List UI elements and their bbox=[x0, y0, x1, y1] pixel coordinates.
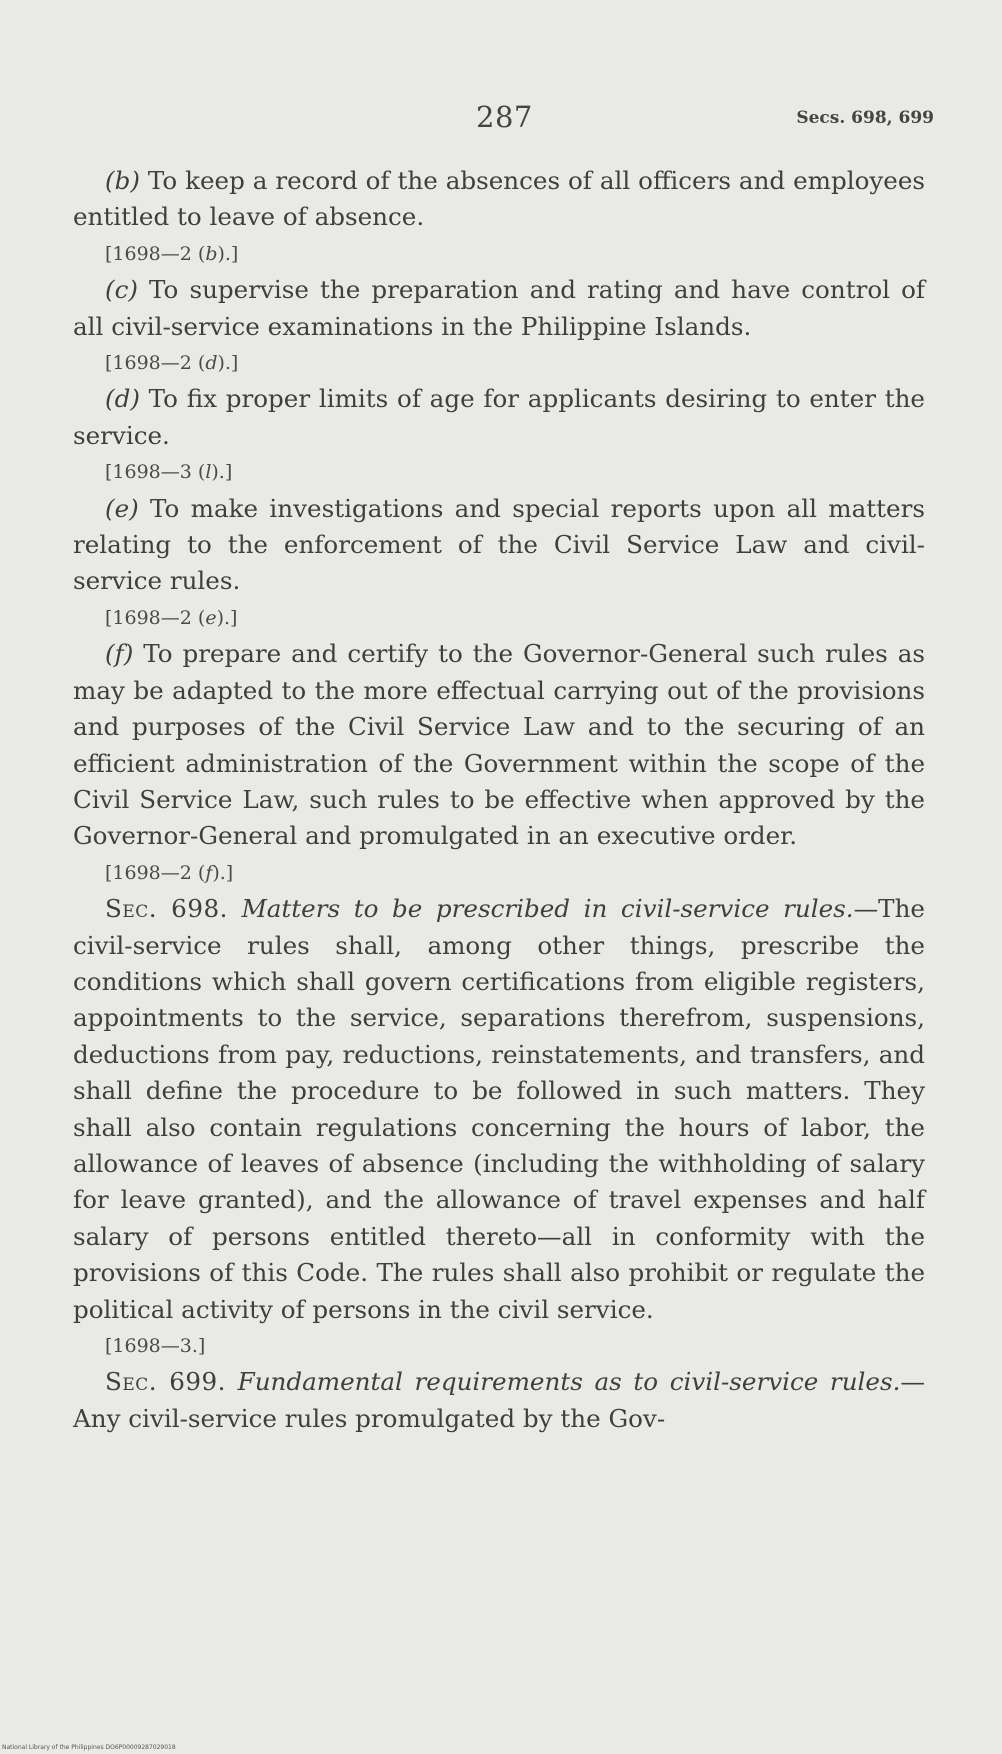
clause-label: (d) bbox=[105, 384, 140, 414]
section-698 bbox=[73, 891, 925, 1328]
paragraph-d bbox=[73, 381, 925, 454]
paragraph-e bbox=[73, 491, 925, 600]
section-title: Matters to be prescribed in civil-service rules. bbox=[241, 894, 854, 924]
citation-clause: l bbox=[205, 461, 212, 484]
paragraph-b bbox=[73, 163, 925, 236]
paragraph-f bbox=[73, 636, 925, 854]
citation-clause: e bbox=[205, 606, 217, 629]
citation-suffix: ).] bbox=[217, 352, 239, 375]
clause-text: To supervise the preparation and rating and have control of all civil-service examinations in the Philippine Islands. bbox=[73, 275, 925, 341]
citation-clause: f bbox=[205, 861, 213, 884]
citation-text: [1698—3.] bbox=[105, 1335, 206, 1357]
citation-suffix: ).] bbox=[217, 242, 239, 265]
citation-prefix: [1698—2 ( bbox=[105, 242, 206, 265]
citation bbox=[73, 600, 925, 636]
citation bbox=[73, 345, 925, 381]
section-699 bbox=[73, 1364, 925, 1437]
citation-suffix: ).] bbox=[216, 606, 238, 629]
section-reference: Secs. 698, 699 bbox=[796, 108, 934, 128]
clause-label: (e) bbox=[105, 493, 139, 523]
citation-suffix: ).] bbox=[212, 861, 234, 884]
clause-text: To fix proper limits of age for applicants desiring to enter the service. bbox=[73, 384, 925, 450]
clause-text: To prepare and certify to the Governor-General such rules as may be adapted to the more effectual carrying out of the provisions and purposes of the Civil Service Law and to the securing of an efficient administration of the Government within the scope of the Civil Service Law, such rules to be effective when approved by the Governor-General and promulgated in an executive order. bbox=[73, 639, 925, 851]
clause-text: To keep a record of the absences of all officers and employees entitled to leave of absence. bbox=[73, 166, 925, 232]
clause-text: To make investigations and special reports upon all matters relating to the enforcement of the Civil Service Law and civil-service rules. bbox=[73, 493, 925, 596]
section-title: Fundamental requirements as to civil-service rules. bbox=[237, 1367, 901, 1397]
page-header bbox=[0, 100, 1002, 140]
citation-prefix: [1698—2 ( bbox=[105, 352, 206, 375]
page-body bbox=[73, 163, 925, 1437]
clause-label: (b) bbox=[105, 166, 140, 195]
section-number: Sec. 698. bbox=[105, 894, 228, 924]
page-number: 287 bbox=[476, 100, 533, 134]
citation bbox=[73, 855, 925, 891]
section-number: Sec. 699. bbox=[105, 1367, 226, 1397]
scan-footer: National Library of the Philippines DO6P00009287029018 bbox=[2, 1744, 176, 1751]
clause-label: (c) bbox=[105, 275, 138, 305]
section-text: —The civil-service rules shall, among other things, prescribe the conditions which shall govern certifications from eligible registers, appointments to the service, separations therefrom, suspensions, deductions from pay, reductions, reinstatements, and transfers, and shall define the procedure to be followed in such matters. They shall also contain regulations concerning the hours of labor, the allowance of leaves of absence (including the withholding of salary for leave granted), and the allowance of travel expenses and half salary of persons entitled thereto—all in conformity with the provisions of this Code. The rules shall also prohibit or regulate the political activity of persons in the civil service. bbox=[73, 894, 925, 1324]
citation bbox=[73, 236, 925, 272]
citation-prefix: [1698—2 ( bbox=[105, 606, 206, 629]
citation bbox=[73, 454, 925, 490]
citation-clause: b bbox=[205, 242, 218, 265]
citation bbox=[73, 1328, 925, 1364]
clause-label: (f) bbox=[105, 639, 134, 669]
citation-prefix: [1698—2 ( bbox=[105, 861, 206, 884]
paragraph-c bbox=[73, 272, 925, 345]
citation-suffix: ).] bbox=[211, 461, 233, 484]
citation-clause: d bbox=[205, 352, 218, 375]
section-text: —Any civil-service rules promulgated by the Gov- bbox=[73, 1367, 925, 1433]
citation-prefix: [1698—3 ( bbox=[105, 461, 206, 484]
